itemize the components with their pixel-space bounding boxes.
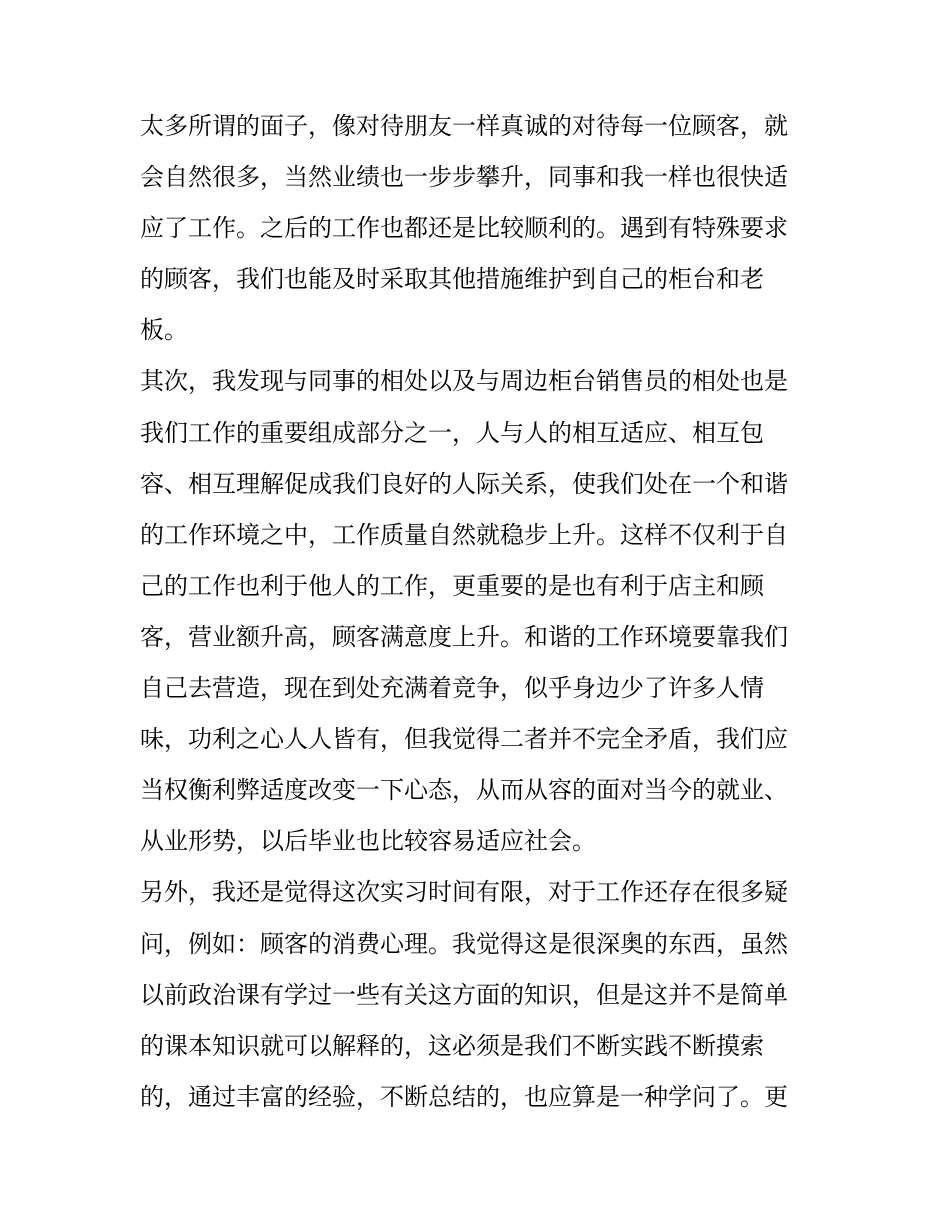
text-line-14: 当权衡利弊适度改变一下心态，从而从容的面对当今的就业、 xyxy=(140,776,788,805)
text-line-12: 自己去营造，现在到处充满着竞争，似乎身边少了许多人情 xyxy=(140,674,764,703)
text-line-13: 味，功利之心人人皆有，但我觉得二者并不完全矛盾，我们应 xyxy=(140,725,788,754)
text-line-17: 问，例如：顾客的消费心理。我觉得这是很深奥的东西，虽然 xyxy=(140,929,788,958)
text-line-1: 太多所谓的面子，像对待朋友一样真诚的对待每一位顾客，就 xyxy=(140,112,788,140)
text-line-6: 其次，我发现与同事的相处以及与周边柜台销售员的相处也是 xyxy=(140,367,788,396)
text-line-7: 我们工作的重要组成部分之一，人与人的相互适应、相互包 xyxy=(140,418,764,447)
text-line-2: 会自然很多，当然业绩也一步步攀升，同事和我一样也很快适 xyxy=(140,163,788,192)
body-text xyxy=(140,101,820,1123)
text-line-15: 从业形势，以后毕业也比较容易适应社会。 xyxy=(140,827,596,856)
text-line-5: 板。 xyxy=(140,316,188,345)
text-line-19: 的课本知识就可以解释的，这必须是我们不断实践不断摸索 xyxy=(140,1031,764,1060)
text-line-8: 容、相互理解促成我们良好的人际关系，使我们处在一个和谐 xyxy=(140,469,788,498)
text-line-4: 的顾客，我们也能及时采取其他措施维护到自己的柜台和老 xyxy=(140,265,764,294)
text-line-16: 另外，我还是觉得这次实习时间有限，对于工作还存在很多疑 xyxy=(140,878,788,907)
text-line-18: 以前政治课有学过一些有关这方面的知识，但是这并不是简单 xyxy=(140,980,788,1009)
text-line-3: 应了工作。之后的工作也都还是比较顺利的。遇到有特殊要求 xyxy=(140,214,788,243)
text-line-11: 客，营业额升高，顾客满意度上升。和谐的工作环境要靠我们 xyxy=(140,622,788,651)
text-line-20: 的，通过丰富的经验，不断总结的，也应算是一种学问了。更 xyxy=(140,1082,788,1111)
text-line-9: 的工作环境之中，工作质量自然就稳步上升。这样不仅利于自 xyxy=(140,520,788,549)
text-line-10: 己的工作也利于他人的工作，更重要的是也有利于店主和顾 xyxy=(140,571,764,600)
